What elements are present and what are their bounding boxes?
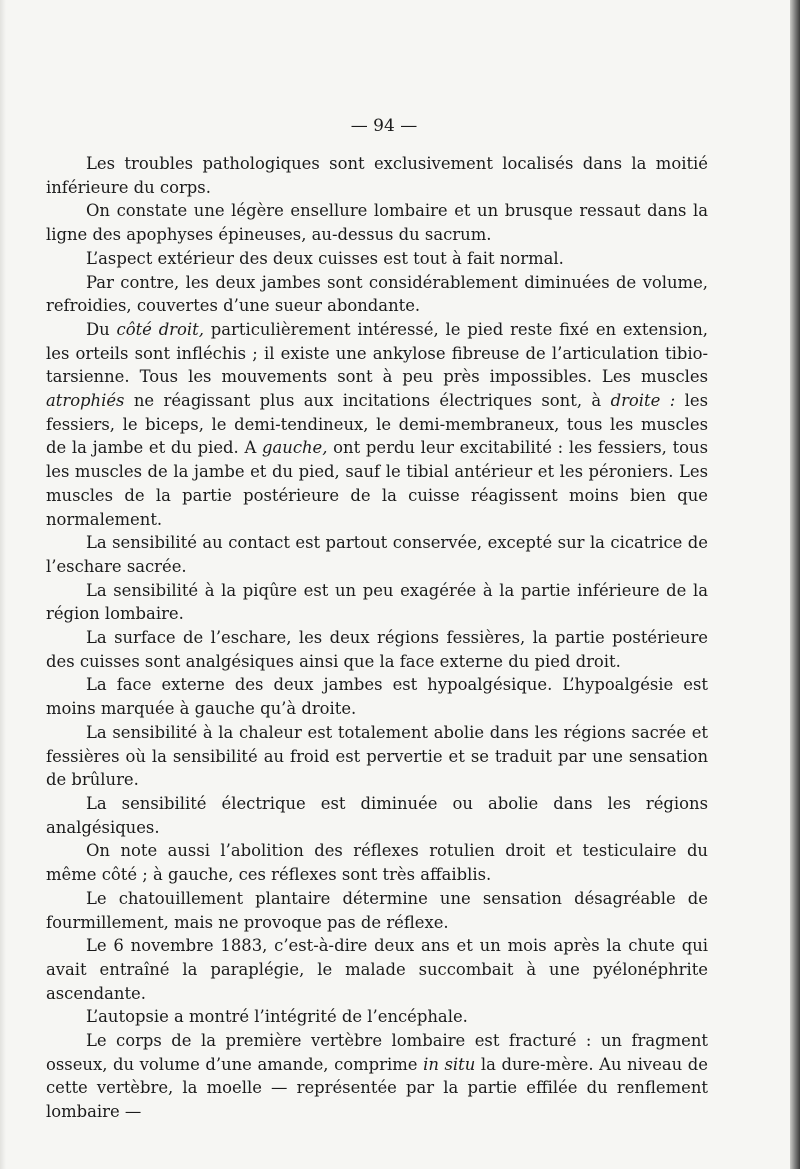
paragraph [46,626,708,673]
paragraph [46,318,708,531]
text-run: La face externe des deux jambes est hypoalgésique. L’hypoalgésie est moins marquée à gauche qu’à droite. [46,675,708,719]
italic-text-run: atrophiés [46,391,125,411]
text-run: On constate une légère ensellure lombaire et un brusque ressaut dans la ligne des apophyses épineuses, au-dessus du sacrum. [46,201,708,245]
text-run: On note aussi l’abolition des réflexes rotulien droit et testiculaire du même côté ; à gauche, ces réflexes sont très affaiblis. [46,841,708,885]
text-run: Du [86,319,117,339]
paragraph [46,934,708,1005]
italic-text-run: gauche, [262,438,328,458]
page-gutter-shadow [0,0,6,1169]
text-run: Le chatouillement plantaire détermine une sensation désagréable de fourmillement, mais ne provoque pas de réflexe. [46,888,708,932]
text-run: La sensibilité au contact est partout conservée, excepté sur la cicatrice de l’eschare sacrée. [46,533,708,576]
text-run: Par contre, les deux jambes sont considérablement diminuées de volume, refroidies, couvertes d’une sueur abondante. [46,272,708,316]
paragraph [46,673,708,720]
page-edge-shadow [790,0,800,1169]
paragraph [46,247,708,271]
italic-text-run: côté droit, [116,319,204,339]
paragraph [46,887,708,934]
text-run: La sensibilité à la piqûre est un peu exagérée à la partie inférieure de la région lombaire. [46,580,708,624]
italic-text-run: droite : [610,391,676,411]
paragraph [46,579,708,626]
text-run: La sensibilité électrique est diminuée ou abolie dans les régions analgésiques. [46,793,708,837]
text-run: Les troubles pathologiques sont exclusivement localisés dans la moitié inférieure du corps. [46,154,708,197]
text-run: L’autopsie a montré l’intégrité de l’encéphale. [86,1007,468,1027]
paragraph [46,199,708,246]
text-run: ont perdu leur excitabilité : les fessiers, tous les muscles de la jambe et du pied, sauf le tibial antérieur et les péroniers. Les muscles de la partie postérieure de la cuisse réagissent moins bien que normalement. [46,438,708,529]
paragraph [46,531,708,578]
text-run: la dure-mère. Au niveau de cette vertèbre, la moelle — représentée par la partie effilée du renflement lombaire — [46,1054,708,1122]
text-run: Le corps de la première vertèbre lombaire est fracturé : un fragment osseux, du volume d’une amande, comprime [46,1031,708,1074]
paragraph [46,152,708,199]
paragraph [46,1029,708,1124]
text-run: Le 6 novembre 1883, c’est-à-dire deux ans et un mois après la chute qui avait entraîné la paraplégie, le malade succombait à une pyélonéphrite ascendante. [46,936,708,1003]
text-run: L’aspect extérieur des deux cuisses est tout à fait normal. [86,248,564,268]
paragraph [46,271,708,318]
page-number: — 94 — [350,116,418,136]
text-run: particulièrement intéressé, le pied reste fixé en extension, les orteils sont infléchis ; il existe une ankylose fibreuse de l’articulation tibio-tarsienne. Tous les mouvements sont à peu près impossibles. Les muscles [46,319,708,387]
italic-text-run: in situ [423,1054,476,1074]
paragraph [46,721,708,792]
body-text [46,152,708,1124]
paragraph [46,839,708,886]
paragraph [46,1005,708,1029]
text-run: La sensibilité à la chaleur est totalement abolie dans les régions sacrée et fessières où la sensibilité au froid est pervertie et se traduit par une sensation de brûlure. [46,722,708,790]
paragraph [46,792,708,839]
text-run: La surface de l’eschare, les deux régions fessières, la partie postérieure des cuisses sont analgésiques ainsi que la face externe du pied droit. [46,628,708,671]
text-run: ne réagissant plus aux incitations électriques sont, à [124,391,611,411]
text-run: les fessiers, le biceps, le demi-tendineux, le demi-membraneux, tous les muscles de la jambe et du pied. A [46,391,708,458]
